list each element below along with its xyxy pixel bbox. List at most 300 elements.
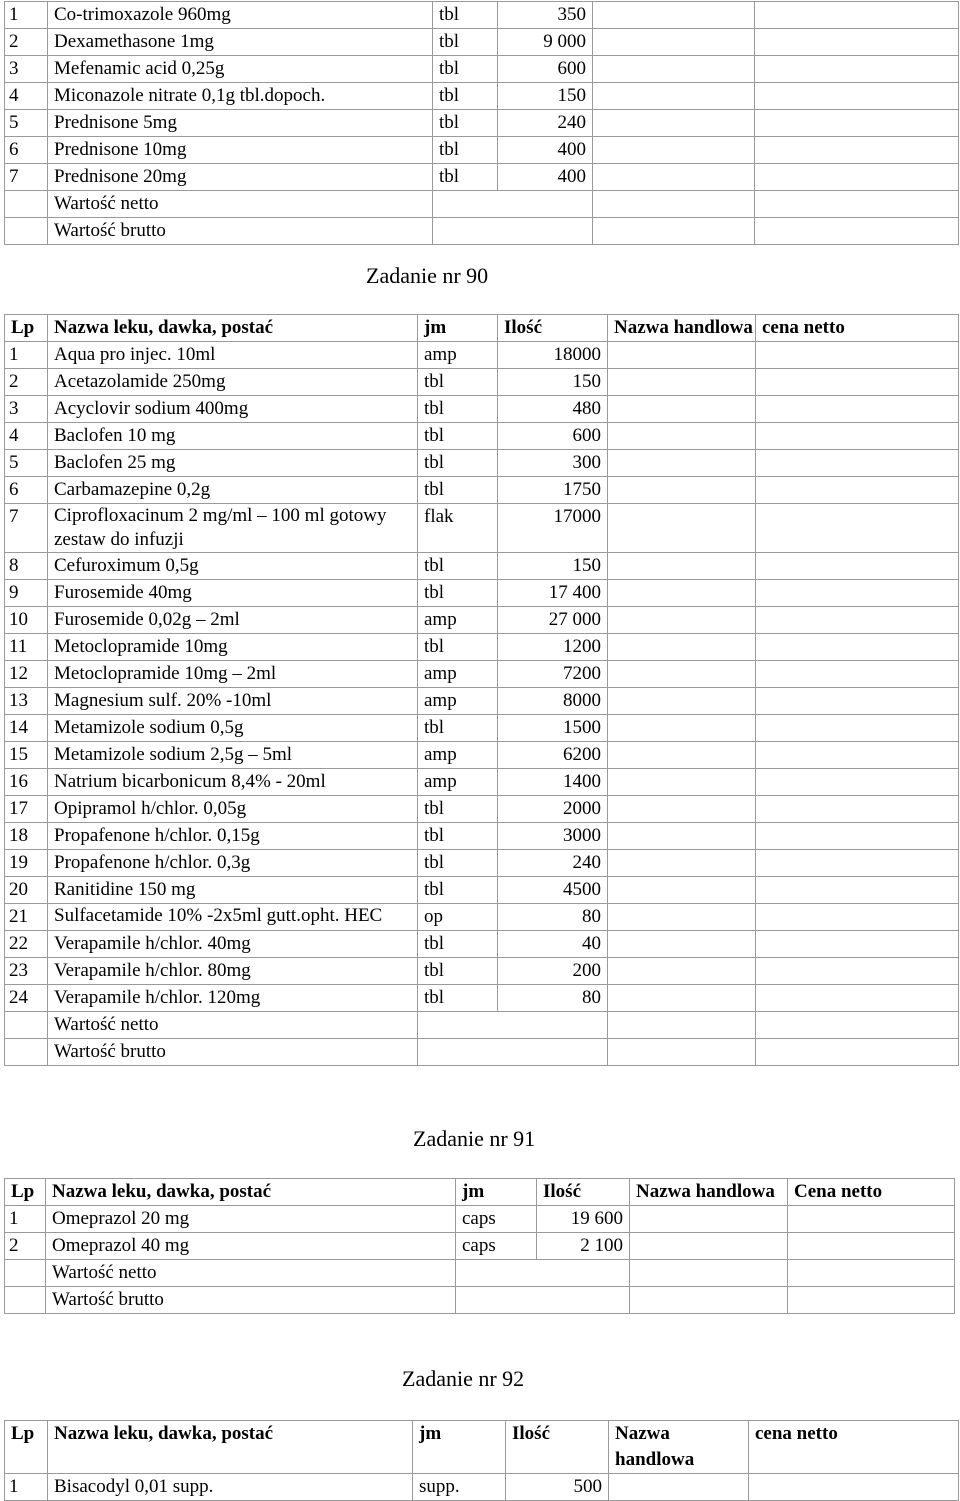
row-unit: tbl [418,634,498,661]
col-name: Nazwa leku, dawka, postać [48,1421,413,1474]
row-trade-name [608,742,756,769]
row-trade-name [608,850,756,877]
row-lp: 10 [5,607,48,634]
col-unit: jm [456,1179,537,1206]
row-drug-name: Acetazolamide 250mg [48,369,418,396]
row-trade-name [593,83,755,110]
table-row [5,823,959,850]
row-quantity: 300 [498,450,608,477]
row-drug-name: Omeprazol 40 mg [46,1233,456,1260]
total-row-netto [5,191,959,218]
row-price [756,504,959,553]
section-title-92: Zadanie nr 92 [402,1366,525,1391]
row-drug-name: Opipramol h/chlor. 0,05g [48,796,418,823]
row-unit: tbl [418,715,498,742]
row-drug-name: Metoclopramide 10mg [48,634,418,661]
row-quantity: 150 [498,83,593,110]
total-row-brutto [5,1039,959,1066]
row-lp: 22 [5,931,48,958]
col-lp: Lp [5,315,48,342]
row-quantity: 17000 [498,504,608,553]
row-price [756,580,959,607]
section-title-90: Zadanie nr 90 [366,263,489,288]
col-trade-name: Nazwa handlowa [630,1179,788,1206]
row-lp: 11 [5,634,48,661]
row-quantity: 80 [498,985,608,1012]
row-unit: tbl [433,29,498,56]
row-quantity: 7200 [498,661,608,688]
row-drug-name: Natrium bicarbonicum 8,4% - 20ml [48,769,418,796]
total-value [418,1012,608,1039]
row-drug-name: Furosemide 40mg [48,580,418,607]
row-quantity: 2 100 [537,1233,630,1260]
table-row [5,396,959,423]
row-trade-name [608,369,756,396]
row-drug-name: Propafenone h/chlor. 0,15g [48,823,418,850]
table-row [5,634,959,661]
row-quantity: 8000 [498,688,608,715]
row-unit: tbl [418,396,498,423]
table-92-body [5,1474,959,1501]
row-drug-name: Sulfacetamide 10% -2x5ml gutt.opht. HEC [48,904,418,931]
row-trade-name [593,2,755,29]
row-unit: tbl [418,850,498,877]
row-trade-name [608,634,756,661]
row-drug-name: Prednisone 5mg [48,110,433,137]
row-drug-name: Aqua pro injec. 10ml [48,342,418,369]
row-unit: tbl [418,450,498,477]
col-price: Cena netto [788,1179,955,1206]
row-quantity: 27 000 [498,607,608,634]
row-price [755,83,959,110]
row-quantity: 4500 [498,877,608,904]
row-drug-name: Prednisone 20mg [48,164,433,191]
row-trade-name [608,661,756,688]
row-unit: tbl [418,958,498,985]
row-trade-name [608,904,756,931]
row-lp [5,191,48,218]
table-row [5,1206,955,1233]
row-drug-name: Miconazole nitrate 0,1g tbl.dopoch. [48,83,433,110]
table-row [5,985,959,1012]
row-lp: 1 [5,1474,48,1501]
row-price [788,1233,955,1260]
row-unit: tbl [418,553,498,580]
row-lp: 23 [5,958,48,985]
col-trade-name: Nazwa handlowa [608,315,756,342]
col-price: cena netto [756,315,959,342]
row-trade-name [593,56,755,83]
row-price [756,477,959,504]
row-unit: amp [418,342,498,369]
table-row [5,661,959,688]
row-lp: 2 [5,29,48,56]
row-quantity: 1200 [498,634,608,661]
row-price [756,396,959,423]
row-lp [5,218,48,245]
row-price [756,769,959,796]
table-row [5,1474,959,1501]
row-trade-name [609,1474,749,1501]
row-quantity: 150 [498,553,608,580]
row-unit: amp [418,742,498,769]
row-price [756,342,959,369]
row-drug-name: Verapamile h/chlor. 40mg [48,931,418,958]
row-price [755,29,959,56]
row-drug-name: Magnesium sulf. 20% -10ml [48,688,418,715]
row-lp: 5 [5,450,48,477]
row-lp [5,1287,46,1314]
total-label-brutto: Wartość brutto [48,218,433,245]
table-row [5,477,959,504]
row-quantity: 3000 [498,823,608,850]
row-quantity: 240 [498,850,608,877]
row-quantity: 600 [498,56,593,83]
table-row [5,110,959,137]
table-row [5,931,959,958]
row-price [756,634,959,661]
row-trade-name [608,423,756,450]
total-trade-name [608,1039,756,1066]
col-qty: Ilość [498,315,608,342]
row-lp: 21 [5,904,48,931]
col-lp: Lp [5,1179,46,1206]
total-value [418,1039,608,1066]
row-price [756,688,959,715]
row-price [755,110,959,137]
row-quantity: 17 400 [498,580,608,607]
row-drug-name: Metoclopramide 10mg – 2ml [48,661,418,688]
table-row [5,580,959,607]
row-quantity: 500 [506,1474,609,1501]
total-row-netto [5,1260,955,1287]
table-row [5,904,959,931]
col-name: Nazwa leku, dawka, postać [46,1179,456,1206]
row-trade-name [608,931,756,958]
col-lp: Lp [5,1421,48,1474]
row-quantity: 19 600 [537,1206,630,1233]
row-lp: 19 [5,850,48,877]
table-row [5,137,959,164]
row-drug-name: Propafenone h/chlor. 0,3g [48,850,418,877]
row-drug-name: Ranitidine 150 mg [48,877,418,904]
row-quantity: 9 000 [498,29,593,56]
row-unit: op [418,904,498,931]
row-quantity: 150 [498,369,608,396]
row-price [756,715,959,742]
table-row [5,715,959,742]
table-row [5,423,959,450]
row-quantity: 1400 [498,769,608,796]
total-trade-name [593,218,755,245]
row-trade-name [630,1206,788,1233]
row-quantity: 400 [498,164,593,191]
row-unit: caps [456,1233,537,1260]
table-row [5,796,959,823]
row-price [756,877,959,904]
row-quantity: 480 [498,396,608,423]
total-price [788,1260,955,1287]
row-drug-name: Furosemide 0,02g – 2ml [48,607,418,634]
table-row [5,850,959,877]
total-price [756,1012,959,1039]
row-price [755,137,959,164]
row-quantity: 1750 [498,477,608,504]
table-91-body [5,1206,955,1314]
total-label-netto: Wartość netto [48,191,433,218]
row-drug-name: Metamizole sodium 0,5g [48,715,418,742]
table-91-header [5,1179,955,1206]
row-quantity: 240 [498,110,593,137]
row-trade-name [608,607,756,634]
row-unit: amp [418,661,498,688]
row-drug-name: Bisacodyl 0,01 supp. [48,1474,413,1501]
row-drug-name: Omeprazol 20 mg [46,1206,456,1233]
total-label-brutto: Wartość brutto [48,1039,418,1066]
row-price [756,796,959,823]
total-value [433,191,593,218]
row-lp: 1 [5,342,48,369]
row-lp: 17 [5,796,48,823]
total-row-brutto [5,218,959,245]
row-unit: caps [456,1206,537,1233]
row-lp: 12 [5,661,48,688]
row-drug-name: Verapamile h/chlor. 120mg [48,985,418,1012]
total-value [433,218,593,245]
row-unit: tbl [433,110,498,137]
row-lp: 15 [5,742,48,769]
row-unit: tbl [418,823,498,850]
total-trade-name [630,1260,788,1287]
row-trade-name [608,477,756,504]
row-drug-name: Baclofen 10 mg [48,423,418,450]
table-row [5,450,959,477]
row-price [756,369,959,396]
table-prev [4,1,959,245]
table-row [5,164,959,191]
row-lp: 4 [5,83,48,110]
row-trade-name [593,110,755,137]
row-unit: tbl [433,83,498,110]
table-row [5,2,959,29]
row-lp: 6 [5,137,48,164]
table-row [5,29,959,56]
row-drug-name: Metamizole sodium 2,5g – 5ml [48,742,418,769]
row-trade-name [608,823,756,850]
table-row [5,342,959,369]
row-trade-name [608,504,756,553]
row-unit: tbl [433,56,498,83]
col-unit: jm [418,315,498,342]
row-unit: amp [418,607,498,634]
total-price [755,218,959,245]
row-unit: supp. [413,1474,506,1501]
col-name: Nazwa leku, dawka, postać [48,315,418,342]
row-trade-name [593,137,755,164]
row-lp: 9 [5,580,48,607]
row-lp: 3 [5,56,48,83]
col-price: cena netto [749,1421,959,1474]
section-title-91: Zadanie nr 91 [413,1126,536,1151]
total-label-netto: Wartość netto [48,1012,418,1039]
table-90 [4,314,959,1066]
row-lp: 2 [5,1233,46,1260]
table-row [5,56,959,83]
total-price [755,191,959,218]
row-drug-name: Prednisone 10mg [48,137,433,164]
row-lp: 3 [5,396,48,423]
row-lp: 18 [5,823,48,850]
row-unit: tbl [418,796,498,823]
row-trade-name [608,769,756,796]
row-lp: 5 [5,110,48,137]
row-drug-name: Ciprofloxacinum 2 mg/ml – 100 ml gotowy zestaw do infuzji [48,504,418,553]
col-unit: jm [413,1421,506,1474]
row-price [756,823,959,850]
row-price [756,607,959,634]
table-row [5,877,959,904]
row-unit: tbl [418,369,498,396]
row-drug-name: Co-trimoxazole 960mg [48,2,433,29]
row-drug-name: Dexamethasone 1mg [48,29,433,56]
row-price [756,958,959,985]
col-qty: Ilość [506,1421,609,1474]
row-lp: 8 [5,553,48,580]
total-row-brutto [5,1287,955,1314]
col-qty: Ilość [537,1179,630,1206]
row-quantity: 400 [498,137,593,164]
row-price [756,985,959,1012]
row-unit: flak [418,504,498,553]
row-price [756,553,959,580]
row-trade-name [608,796,756,823]
table-row [5,83,959,110]
row-price [756,904,959,931]
row-trade-name [608,580,756,607]
row-price [756,850,959,877]
col-trade-name: Nazwa handlowa [609,1421,749,1474]
row-lp: 16 [5,769,48,796]
row-trade-name [593,29,755,56]
row-lp: 24 [5,985,48,1012]
table-90-body [5,342,959,1066]
table-row [5,769,959,796]
total-value [456,1287,630,1314]
row-price [756,742,959,769]
row-trade-name [608,553,756,580]
row-price [788,1206,955,1233]
total-trade-name [608,1012,756,1039]
row-quantity: 600 [498,423,608,450]
table-row [5,958,959,985]
row-price [756,450,959,477]
total-price [788,1287,955,1314]
table-row [5,742,959,769]
total-label-netto: Wartość netto [46,1260,456,1287]
table-row [5,369,959,396]
table-row [5,607,959,634]
row-quantity: 6200 [498,742,608,769]
row-lp [5,1012,48,1039]
total-row-netto [5,1012,959,1039]
row-unit: tbl [418,877,498,904]
row-quantity: 80 [498,904,608,931]
row-trade-name [608,688,756,715]
row-lp [5,1260,46,1287]
row-price [755,2,959,29]
row-drug-name: Baclofen 25 mg [48,450,418,477]
row-lp: 13 [5,688,48,715]
row-unit: tbl [433,2,498,29]
table-92-header [5,1421,959,1474]
row-drug-name: Verapamile h/chlor. 80mg [48,958,418,985]
row-unit: tbl [418,931,498,958]
row-price [755,56,959,83]
table-92 [4,1420,959,1501]
total-trade-name [593,191,755,218]
row-price [749,1474,959,1501]
row-quantity: 18000 [498,342,608,369]
row-trade-name [608,958,756,985]
row-unit: tbl [418,580,498,607]
row-trade-name [608,396,756,423]
row-drug-name: Cefuroximum 0,5g [48,553,418,580]
row-unit: amp [418,769,498,796]
row-lp: 14 [5,715,48,742]
row-unit: tbl [418,423,498,450]
row-lp: 7 [5,504,48,553]
row-quantity: 2000 [498,796,608,823]
row-price [756,931,959,958]
row-lp: 20 [5,877,48,904]
table-prev-body [5,2,959,245]
row-price [755,164,959,191]
row-quantity: 1500 [498,715,608,742]
total-value [456,1260,630,1287]
row-drug-name: Carbamazepine 0,2g [48,477,418,504]
row-unit: tbl [433,137,498,164]
row-price [756,423,959,450]
row-lp: 2 [5,369,48,396]
row-trade-name [608,450,756,477]
row-quantity: 350 [498,2,593,29]
row-trade-name [608,342,756,369]
total-trade-name [630,1287,788,1314]
row-lp: 1 [5,2,48,29]
row-lp: 7 [5,164,48,191]
row-unit: tbl [433,164,498,191]
row-quantity: 200 [498,958,608,985]
row-unit: amp [418,688,498,715]
table-row [5,1233,955,1260]
table-row [5,688,959,715]
row-trade-name [593,164,755,191]
row-trade-name [608,877,756,904]
table-91 [4,1178,955,1314]
row-unit: tbl [418,985,498,1012]
total-label-brutto: Wartość brutto [46,1287,456,1314]
row-trade-name [608,985,756,1012]
row-trade-name [630,1233,788,1260]
table-row [5,553,959,580]
row-quantity: 40 [498,931,608,958]
table-90-header [5,315,959,342]
table-row [5,504,959,553]
row-lp [5,1039,48,1066]
row-trade-name [608,715,756,742]
total-price [756,1039,959,1066]
row-unit: tbl [418,477,498,504]
